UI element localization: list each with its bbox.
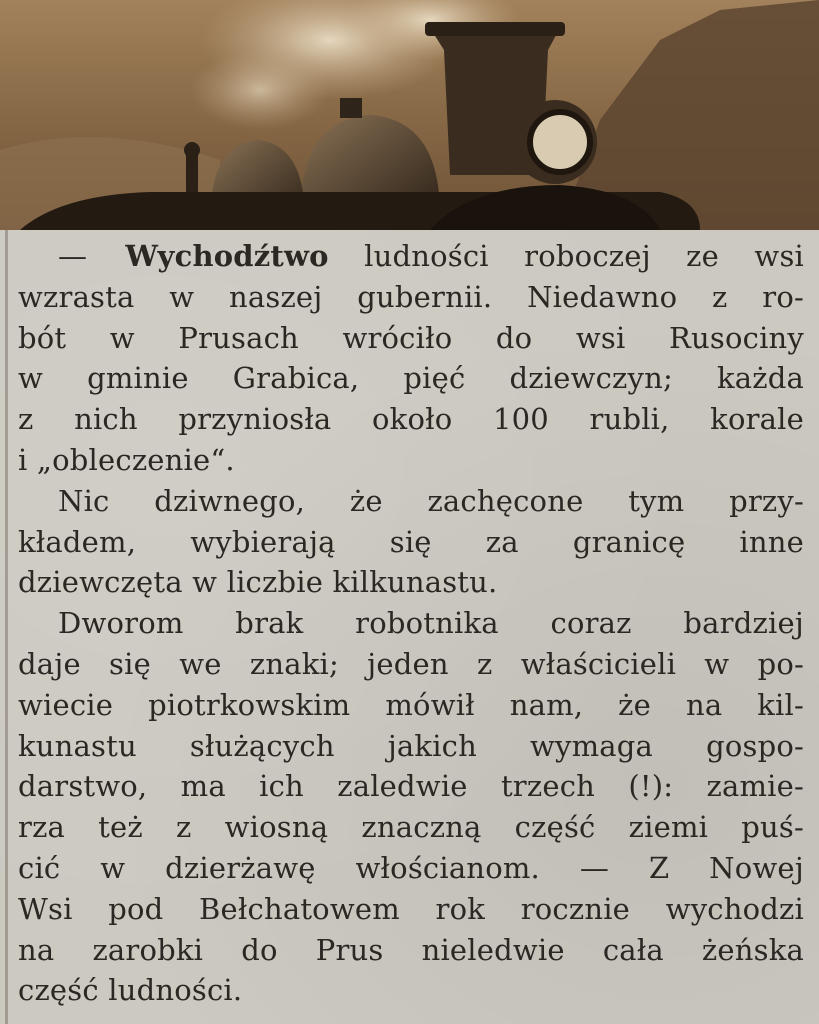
- article-line: w gminie Grabica, pięć dziewczyn; każda: [18, 361, 804, 396]
- article-line: rza też z wiosną znaczną część ziemi puś-: [18, 810, 804, 845]
- article-line: cić w dzierżawę włościanom. — Z Nowej: [18, 850, 804, 885]
- article-line-1: — Wychodźtwo ludności roboczej ze wsi: [18, 236, 804, 277]
- article-line: wiecie piotrkowskim mówił nam, że na kil-: [18, 687, 804, 722]
- article-line: z nich przyniosła około 100 rubli, korale: [18, 402, 804, 437]
- article-text: [18, 236, 804, 1011]
- column-rule: [5, 230, 8, 1024]
- article-line: wzrasta w naszej gubernii. Niedawno z ro-: [18, 279, 804, 314]
- article-line: dziewczęta w liczbie kilkunastu.: [18, 565, 498, 600]
- article-line: Wsi pod Bełchatowem rok rocznie wychodzi: [18, 891, 804, 926]
- article-line: daje się we znaki; jeden z właścicieli w po-: [18, 646, 804, 681]
- article-line: darstwo, ma ich zaledwie trzech (!): zamie-: [18, 769, 804, 804]
- article-line: kładem, wybierają się za granicę inne: [18, 524, 804, 559]
- article-line: bót w Prusach wróciło do wsi Rusociny: [18, 320, 804, 355]
- article-line: kunastu służących jakich wymaga gospo-: [18, 728, 804, 763]
- article-line: Dworom brak robotnika coraz bardziej: [58, 606, 804, 641]
- newspaper-clipping: [0, 230, 819, 1024]
- article-headword: Wychodźtwo: [125, 239, 329, 273]
- article-line: część ludności.: [18, 973, 243, 1008]
- article-line: na zarobki do Prus nieledwie cała żeńska: [18, 932, 804, 967]
- locomotive-photo: [0, 0, 819, 230]
- article-line: Nic dziwnego, że zachęcone tym przy-: [58, 483, 804, 518]
- article-line: i „obleczenie“.: [18, 442, 235, 477]
- locomotive-illustration: [0, 0, 819, 230]
- lead-dash: —: [58, 239, 88, 273]
